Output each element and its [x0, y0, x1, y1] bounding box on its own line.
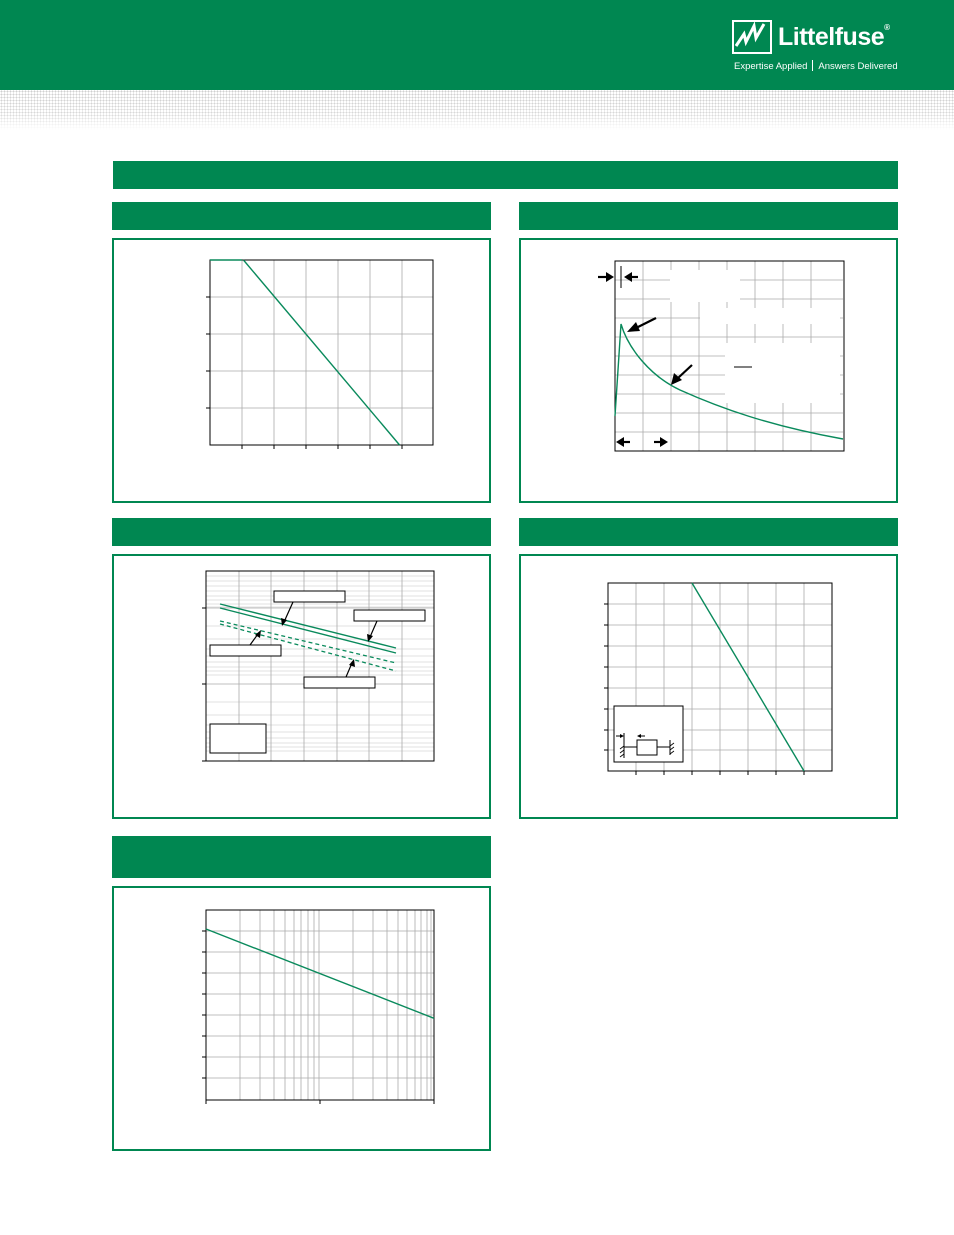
figure-2-peak-arrow	[627, 318, 656, 332]
section-title-bar	[113, 161, 898, 189]
figure-3-label-box-4	[304, 677, 375, 688]
tagline-left: Expertise Applied	[734, 61, 808, 72]
figure-3-legend-box	[210, 724, 266, 753]
figure-1-title-bar	[112, 202, 491, 230]
figure-3-label-box-2	[354, 610, 425, 621]
figure-2-duration-arrows	[616, 437, 668, 447]
figure-3-label-box-1	[274, 591, 345, 602]
figure-4-chart	[600, 578, 840, 778]
figure-2-title-bar	[519, 202, 898, 230]
tagline-right: Answers Delivered	[818, 61, 898, 72]
figure-4-lead-length-inset	[614, 706, 683, 762]
figure-3-chart	[200, 566, 450, 766]
brand-name: Littelfuse	[778, 23, 885, 51]
littelfuse-lightning-logo-icon	[732, 20, 772, 54]
figure-4-title-bar	[519, 518, 898, 546]
brand-logo	[732, 20, 912, 76]
figure-1-series	[210, 260, 400, 445]
figure-3-label-box-3	[210, 645, 281, 656]
registered-mark: ®	[884, 23, 890, 32]
figure-2-chart	[610, 258, 860, 458]
figure-1-chart	[205, 255, 445, 455]
figure-3-title-bar	[112, 518, 491, 546]
figure-1-series-line	[243, 260, 399, 445]
figure-5-chart	[200, 905, 440, 1105]
figure-5-title-bar	[112, 836, 491, 878]
